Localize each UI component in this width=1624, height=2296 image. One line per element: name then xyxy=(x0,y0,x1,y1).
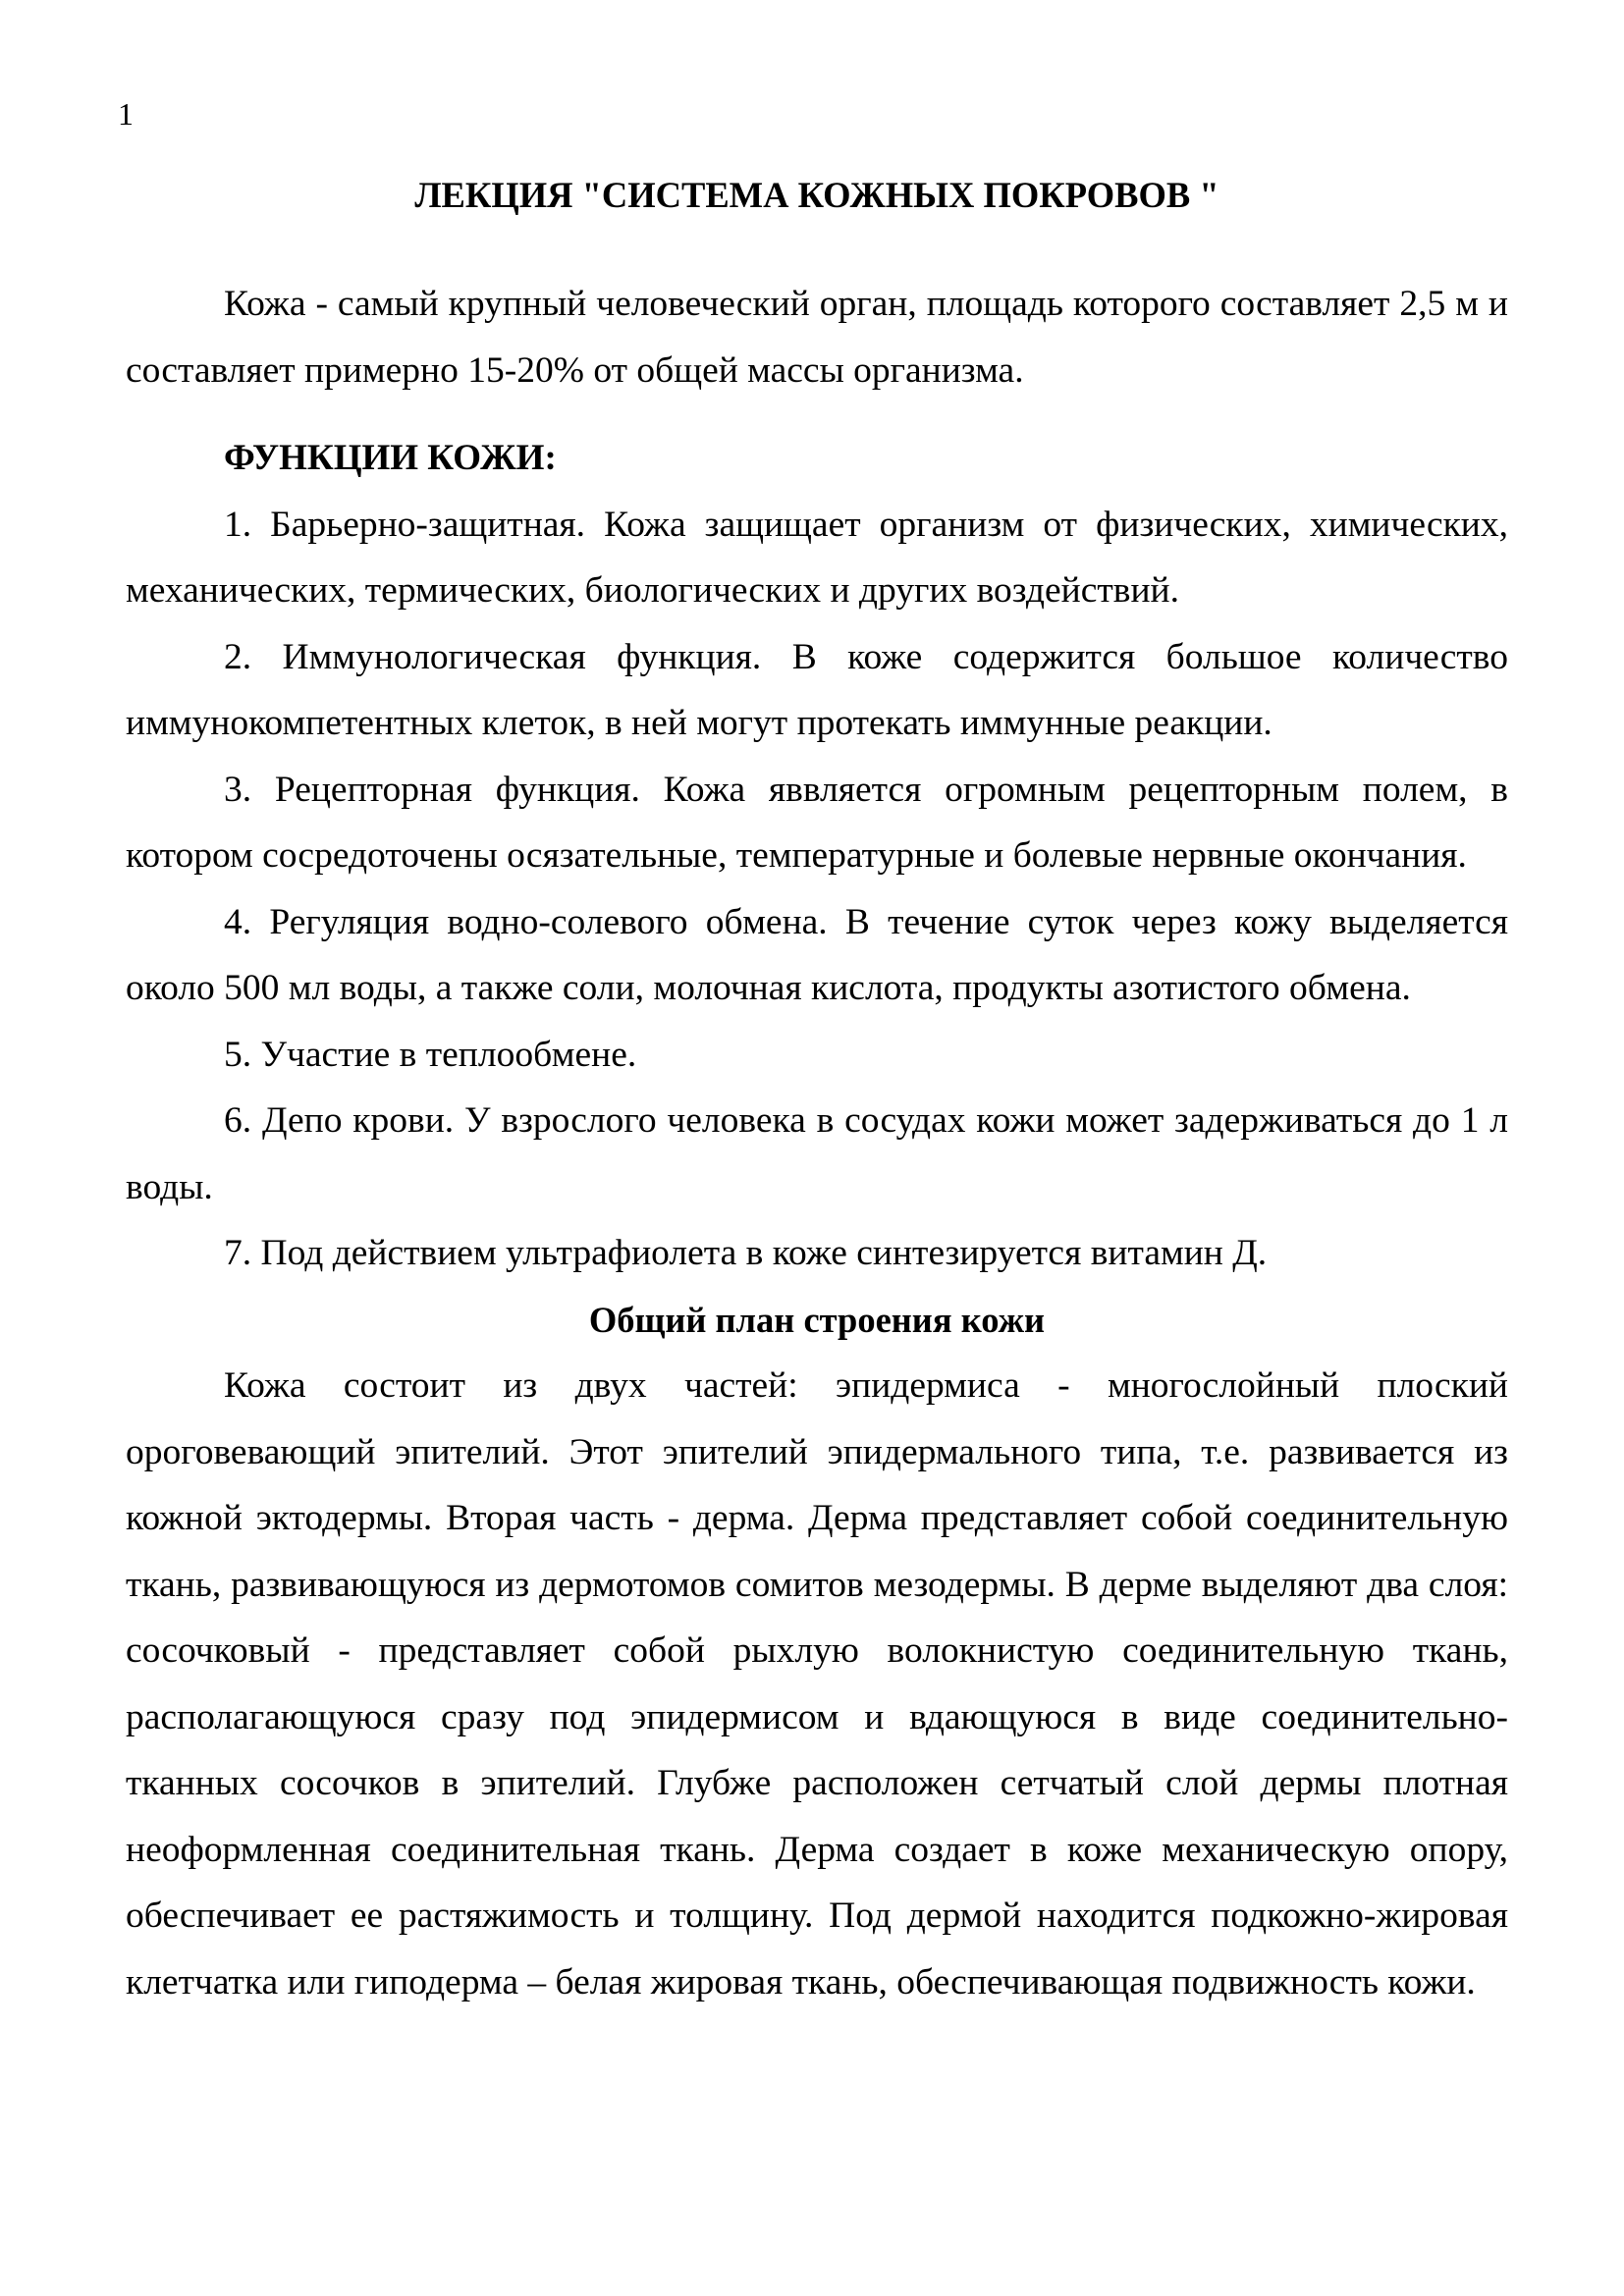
structure-heading: Общий план строения кожи xyxy=(588,1299,1046,1340)
function-item-6: 6. Депо крови. У взрослого человека в сосудах кожи может задерживаться до 1 л воды. xyxy=(126,1100,1508,1207)
function-item-3: 3. Рецепторная функция. Кожа яввляется огромным рецепторным полем, в котором сосредоточены осязательные, температурные и болевые нервные окончания. xyxy=(126,769,1508,876)
function-item-2: 2. Иммунологическая функция. В коже содержится большое количество иммунокомпетентных клеток, в ней могут протекать иммунные реакции. xyxy=(126,636,1508,743)
lecture-title: ЛЕКЦИЯ "СИСТЕМА КОЖНЫХ ПОКРОВОВ " xyxy=(414,175,1219,215)
intro-paragraph: Кожа - самый крупный человеческий орган, площадь которого составляет 2,5 м и составляет примерно 15-20% от общей массы организма. xyxy=(126,284,1508,391)
function-item-4: 4. Регуляция водно-солевого обмена. В течение суток через кожу выделяется около 500 мл воды, а также соли, молочная кислота, продукты азотистого обмена. xyxy=(126,901,1508,1008)
functions-heading: ФУНКЦИИ КОЖИ: xyxy=(224,438,557,478)
page-number: 1 xyxy=(118,96,134,132)
function-item-5: 5. Участие в теплообмене. xyxy=(224,1034,637,1075)
functions-list xyxy=(126,492,1508,1287)
document-content xyxy=(126,163,1508,2015)
function-item-7: 7. Под действием ультрафиолета в коже синтезируется витамин Д. xyxy=(224,1233,1268,1273)
structure-paragraph: Кожа состоит из двух частей: эпидермиса - многослойный плоский ороговевающий эпителий. Этот эпителий эпидермального типа, т.е. развивается из кожной эктодермы. Вторая часть - дерма. Дерма представляет собой соединительную ткань, развивающуюся из дермотомов сомитов мезодермы. В дерме выделяют два слоя: сосочковый - представляет собой рыхлую волокнистую соединительную ткань, располагающуюся сразу под эпидермисом и вдающуюся в виде соединительно-тканных сосочков в эпителий. Глубже расположен сетчатый слой дермы плотная неоформленная соединительная ткань. Дерма создает в коже механическую опору, обеспечивает ее растяжимость и толщину. Под дермой находится подкожно-жировая клетчатка или гиподерма – белая жировая ткань, обеспечивающая подвижность кожи. xyxy=(126,1365,1508,2002)
function-item-1: 1. Барьерно-защитная. Кожа защищает организм от физических, химических, механических, термических, биологических и других воздействий. xyxy=(126,504,1508,611)
